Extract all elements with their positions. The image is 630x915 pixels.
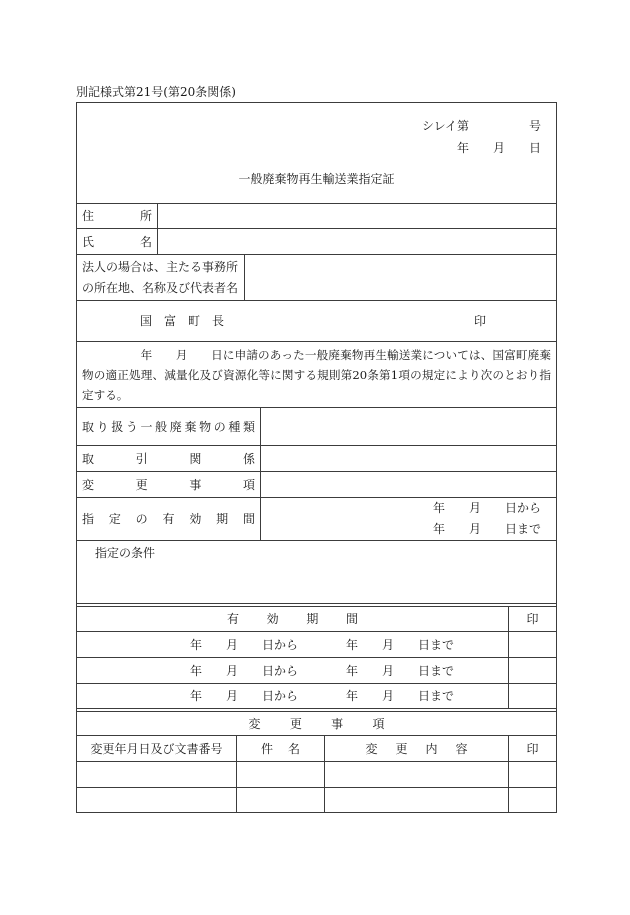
change-content-cell [325, 762, 509, 787]
designation-period-dates [433, 498, 541, 540]
change-date-cell [77, 788, 237, 812]
column-change-content: 変 更 内 容 [365, 741, 468, 756]
validity-seal-cell [509, 684, 556, 708]
change-history-title: 変 更 事 項 [248, 716, 385, 731]
validity-period: 年 月 日から 年 月 日まで [77, 632, 509, 657]
trade-label: 取 引 関 係 [82, 451, 255, 466]
seal-cell [509, 762, 556, 787]
column-change-date: 変更年月日及び文書番号 [77, 736, 237, 761]
designation-period-label: 指 定 の 有 効 期 間 [82, 512, 255, 526]
statement-row [77, 341, 556, 407]
mayor-seal: 印 [474, 314, 487, 328]
designation-period-value-cell [261, 498, 556, 540]
subject-cell [237, 762, 325, 787]
change-items-value-cell [261, 472, 556, 497]
change-history-title-cell [77, 712, 556, 735]
designation-period-label-cell [77, 498, 261, 540]
corporate-label-line: の所在地、名称及び代表者名 [82, 280, 239, 295]
change-history-columns-row [77, 735, 556, 761]
validity-row [77, 683, 556, 708]
validity-period: 年 月 日から 年 月 日まで [77, 684, 509, 708]
name-row [77, 228, 556, 254]
change-items-label-cell [77, 472, 261, 497]
address-value-cell [158, 204, 556, 228]
waste-type-label: 取り扱う一般廃棄物の種類 [82, 419, 255, 434]
validity-header: 有 効 期 間 [227, 612, 358, 626]
waste-type-row [77, 407, 556, 445]
address-label: 住 所 [82, 209, 152, 223]
corporate-label-line: 法人の場合は、主たる事務所 [82, 259, 239, 274]
period-to: 年 月 日まで [432, 522, 541, 536]
validity-row [77, 631, 556, 657]
validity-row [77, 657, 556, 683]
statement-line: 物の適正処理、減量化及び資源化等に関する規則第20条第1項の規定により次のとおり指 [82, 367, 551, 382]
validity-header-cell [77, 607, 509, 631]
trade-label-cell [77, 446, 261, 471]
issuer-row [77, 300, 556, 341]
designation-period-row [77, 497, 556, 540]
address-row [77, 203, 556, 228]
column-subject: 件 名 [261, 741, 300, 756]
conditions-label: 指定の条件 [95, 546, 156, 560]
form-number: 別記様式第21号(第20条関係) [76, 85, 236, 99]
validity-seal-header: 印 [526, 612, 539, 626]
change-history-title-row [77, 708, 556, 735]
validity-header-row [77, 603, 556, 631]
column-seal: 印 [526, 741, 539, 756]
trade-row [77, 445, 556, 471]
seal-cell [509, 788, 556, 812]
change-content-cell [325, 788, 509, 812]
change-history-row [77, 761, 556, 787]
name-label: 氏 名 [82, 234, 152, 249]
mayor-title: 国 富 町 長 [140, 314, 225, 328]
corporate-value-cell [245, 255, 556, 300]
change-items-row [77, 471, 556, 497]
validity-period: 年 月 日から 年 月 日まで [77, 658, 509, 683]
address-label-cell [77, 204, 158, 228]
certificate-header [77, 103, 556, 203]
designation-certificate [76, 102, 557, 813]
statement-cell [77, 342, 556, 407]
validity-seal-cell [509, 658, 556, 683]
statement-line: 定する。 [82, 387, 129, 402]
corporate-label [82, 257, 238, 299]
change-date-cell [77, 762, 237, 787]
certificate-title: 一般廃棄物再生輸送業指定証 [238, 172, 395, 186]
conditions-row [77, 540, 556, 603]
subject-cell [237, 788, 325, 812]
column-change-content-cell [325, 736, 509, 761]
corporate-label-cell [77, 255, 245, 300]
waste-type-value-cell [261, 408, 556, 445]
column-seal-cell [509, 736, 556, 761]
column-subject-cell [237, 736, 325, 761]
certificate-number: シレイ第 号 [421, 119, 541, 133]
statement-line: 年 月 日に申請のあった一般廃棄物再生輸送業については、国富町廃棄 [82, 347, 551, 362]
issue-date: 年 月 日 [456, 141, 541, 155]
name-label-cell [77, 229, 158, 254]
waste-type-label-cell [77, 408, 261, 445]
name-value-cell [158, 229, 556, 254]
corporate-row [77, 254, 556, 300]
period-from: 年 月 日から [432, 501, 541, 515]
validity-seal-header-cell [509, 607, 556, 631]
trade-value-cell [261, 446, 556, 471]
change-items-label: 変 更 事 項 [82, 477, 255, 492]
statement-text [82, 345, 551, 405]
validity-seal-cell [509, 632, 556, 657]
change-history-row [77, 787, 556, 812]
